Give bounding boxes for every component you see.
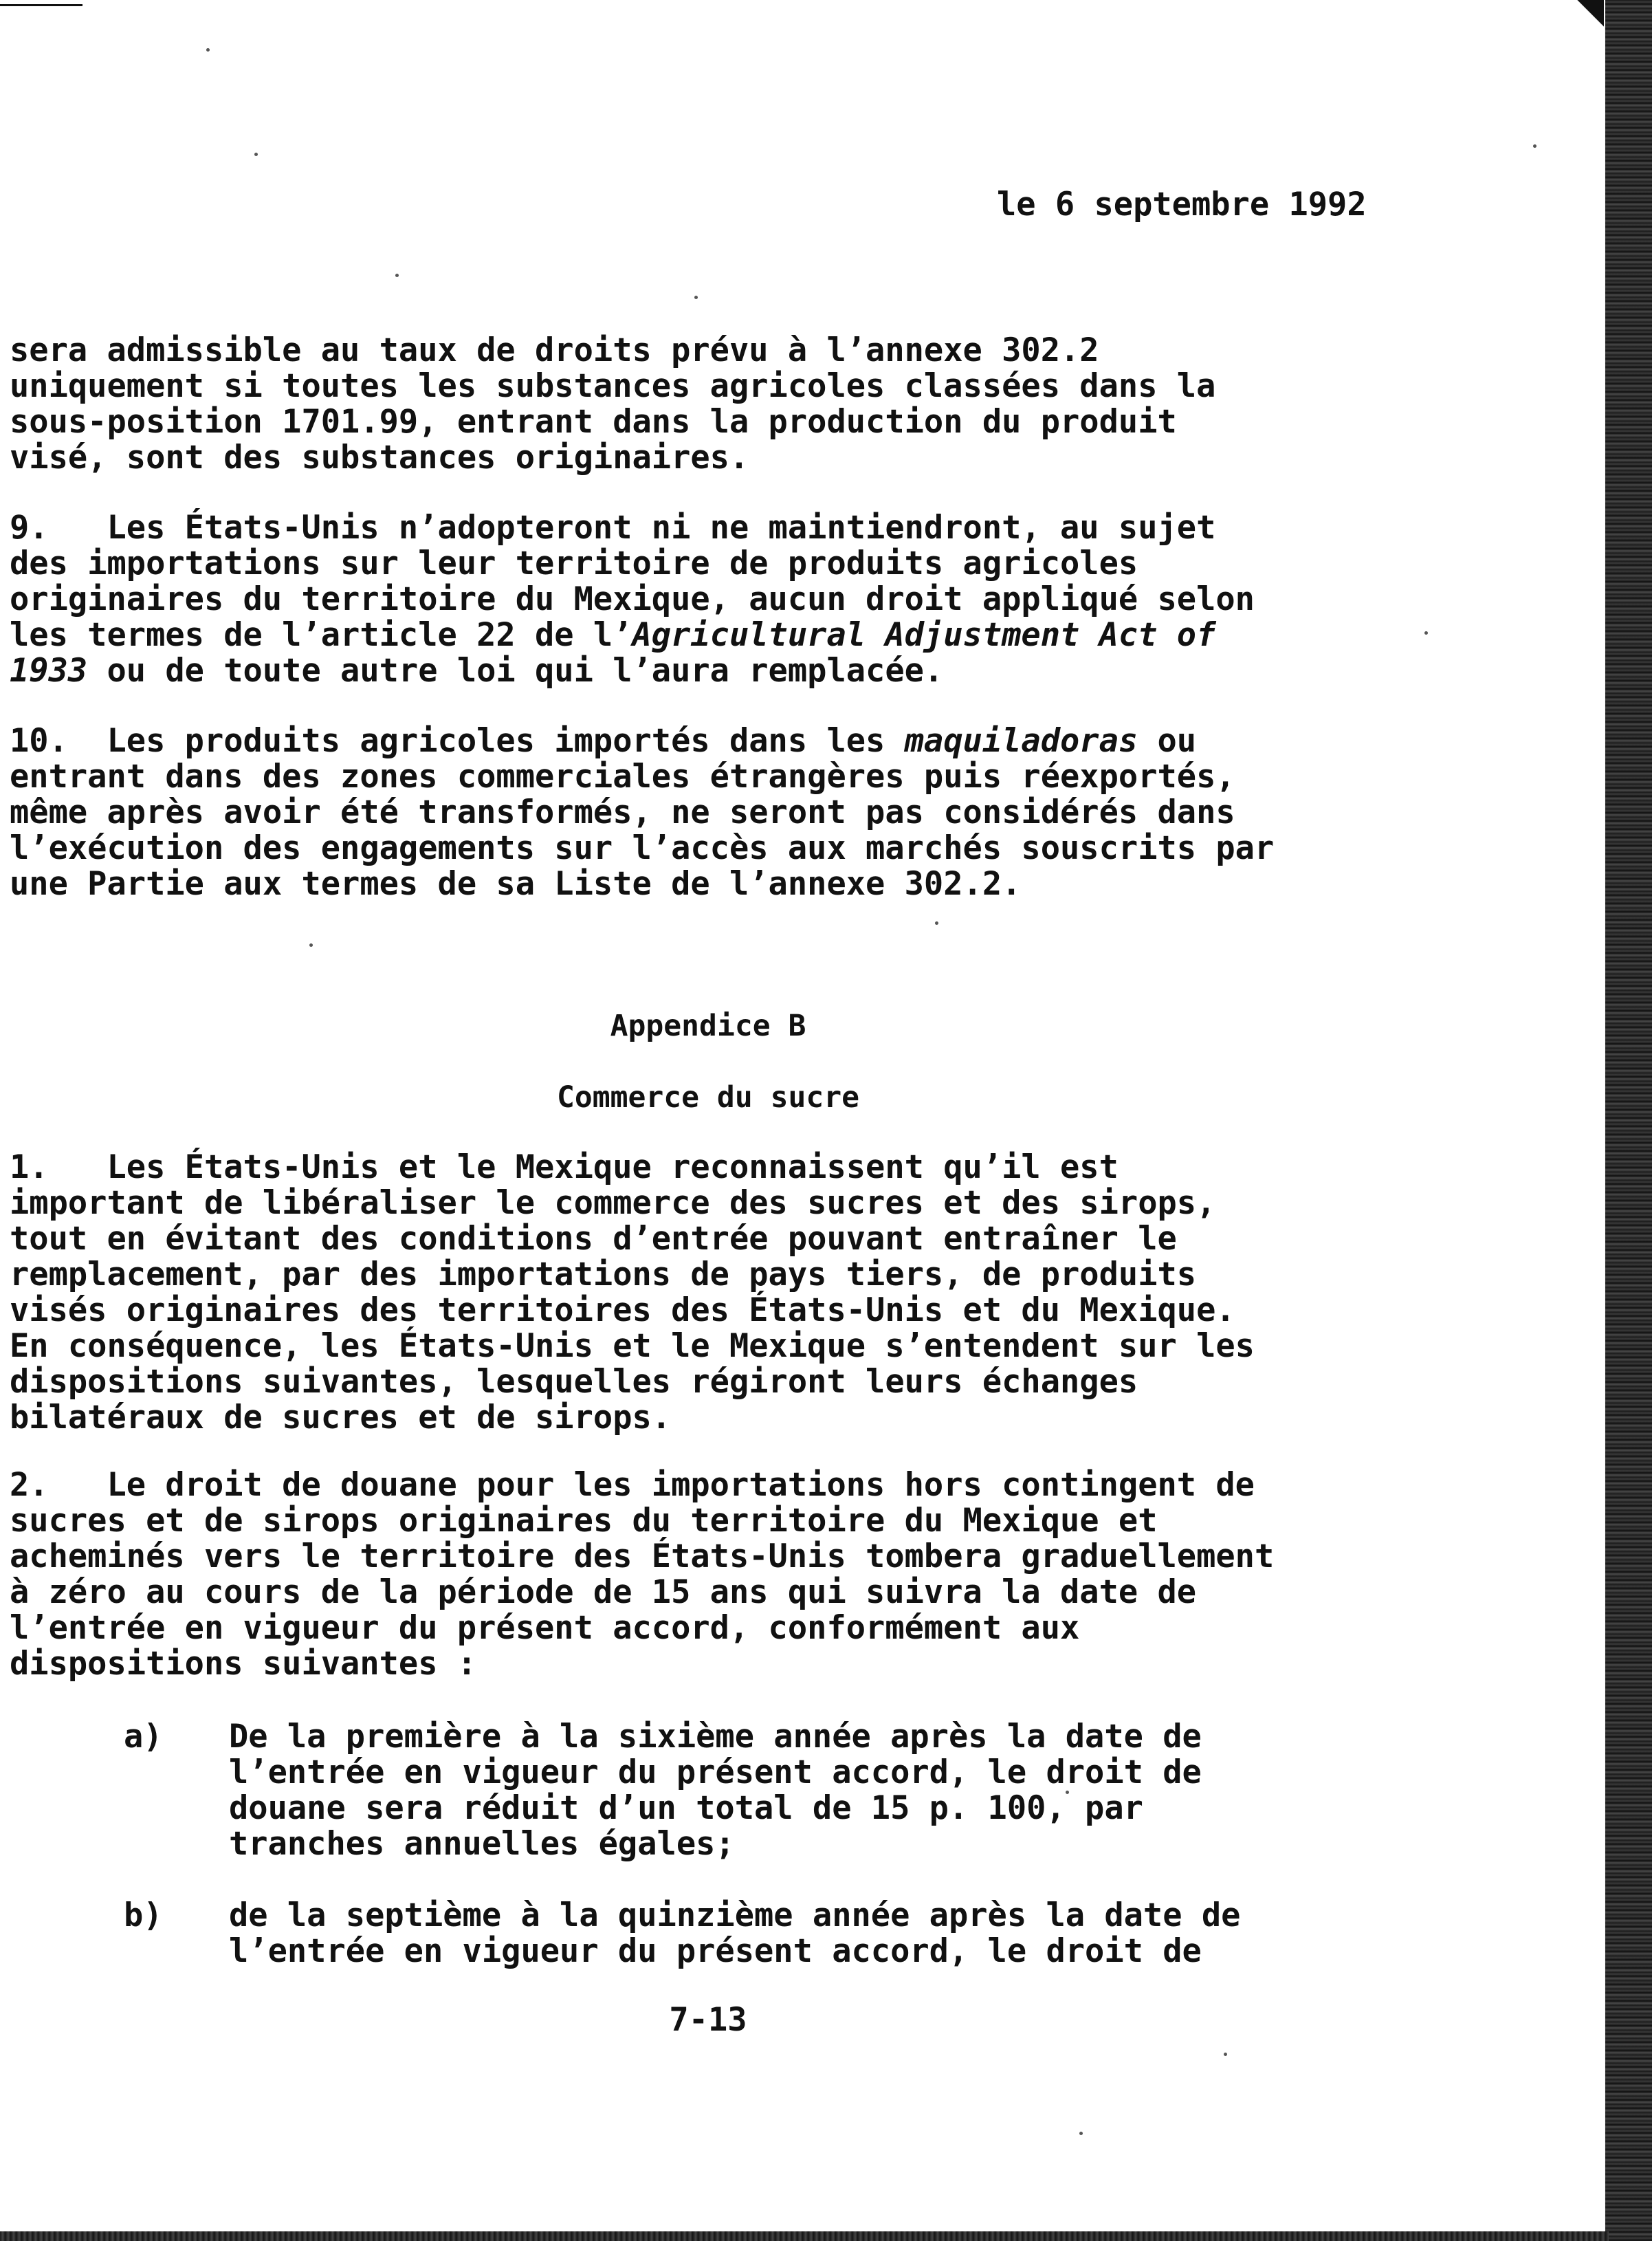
- text-line: originaires du territoire du Mexique, aucun droit appliqué selon: [10, 580, 1255, 618]
- act-title-italic: Agricultural Adjustment Act of: [632, 616, 1216, 654]
- scan-speck: [1533, 144, 1537, 148]
- scan-speck: [395, 274, 399, 277]
- text-line: En conséquence, les États-Unis et le Mexique s’entendent sur les: [10, 1327, 1255, 1365]
- appendix-paragraph-1: [10, 1150, 1255, 1436]
- text-line: l’entrée en vigueur du présent accord, le droit de: [229, 1932, 1202, 1970]
- text-line: important de libéraliser le commerce des sucres et des sirops,: [10, 1184, 1216, 1222]
- text-line: visé, sont des substances originaires.: [10, 439, 749, 477]
- text-line: ou: [1138, 722, 1197, 760]
- text-line: des importations sur leur territoire de produits agricoles: [10, 545, 1138, 582]
- paragraph-10: [10, 723, 1274, 902]
- text-line: 10. Les produits agricoles importés dans les: [10, 722, 905, 760]
- text-line: douane sera réduit d’un total de 15 p. 100, par: [229, 1789, 1143, 1827]
- scan-speck: [1079, 2132, 1083, 2135]
- text-line: bilatéraux de sucres et de sirops.: [10, 1399, 672, 1436]
- text-line: visés originaires des territoires des États-Unis et du Mexique.: [10, 1291, 1235, 1329]
- scan-speck: [935, 921, 938, 925]
- text-line: sucres et de sirops originaires du territoire du Mexique et: [10, 1502, 1158, 1540]
- continuation-paragraph: [10, 333, 1215, 476]
- text-line: 1. Les États-Unis et le Mexique reconnaissent qu’il est: [10, 1148, 1119, 1186]
- scan-speck: [254, 153, 258, 156]
- scan-speck: [206, 48, 210, 52]
- paragraph-9: [10, 510, 1255, 689]
- text-line: sera admissible au taux de droits prévu à l’annexe 302.2: [10, 331, 1099, 369]
- text-line: ou de toute autre loi qui l’aura remplacée.: [87, 652, 944, 690]
- text-line: entrant dans des zones commerciales étrangères puis réexportés,: [10, 758, 1235, 796]
- page-number: 7-13: [669, 2001, 747, 2039]
- text-line: de la septième à la quinzième année après la date de: [229, 1896, 1241, 1934]
- text-line: à zéro au cours de la période de 15 ans qui suivra la date de: [10, 1573, 1197, 1611]
- text-line: De la première à la sixième année après la date de: [229, 1718, 1202, 1756]
- text-line: tranches annuelles égales;: [229, 1825, 735, 1863]
- text-line: l’exécution des engagements sur l’accès aux marchés souscrits par: [10, 829, 1275, 867]
- text-line: dispositions suivantes :: [10, 1645, 477, 1683]
- text-line: sous-position 1701.99, entrant dans la production du produit: [10, 403, 1177, 441]
- scan-speck: [309, 943, 313, 947]
- text-line: l’entrée en vigueur du présent accord, le droit de: [229, 1753, 1202, 1791]
- text-line: une Partie aux termes de sa Liste de l’annexe 302.2.: [10, 865, 1022, 903]
- maquiladoras-italic: maquiladoras: [904, 722, 1138, 760]
- text-line: dispositions suivantes, lesquelles régiront leurs échanges: [10, 1363, 1138, 1401]
- item-a-text: [229, 1719, 1202, 1862]
- text-line: 9. Les États-Unis n’adopteront ni ne maintiendront, au sujet: [10, 509, 1216, 547]
- scan-right-edge: [1605, 0, 1652, 2241]
- item-a-label: a): [124, 1718, 163, 1756]
- text-line: les termes de l’article 22 de l’: [10, 616, 632, 654]
- act-year-italic: 1933: [10, 652, 88, 690]
- scan-bottom-edge: [0, 2231, 1609, 2241]
- appendix-paragraph-2: [10, 1467, 1274, 1682]
- scan-speck: [1424, 631, 1428, 635]
- scan-speck: [1224, 2053, 1227, 2056]
- text-line: l’entrée en vigueur du présent accord, conformément aux: [10, 1609, 1080, 1647]
- scan-speck: [694, 296, 698, 299]
- document-date: le 6 septembre 1992: [997, 186, 1367, 223]
- appendix-subtitle: Commerce du sucre: [556, 1080, 860, 1115]
- text-line: remplacement, par des importations de pays tiers, de produits: [10, 1256, 1197, 1293]
- text-line: 2. Le droit de douane pour les importations hors contingent de: [10, 1466, 1255, 1504]
- text-line: tout en évitant des conditions d’entrée pouvant entraîner le: [10, 1220, 1177, 1258]
- text-line: acheminés vers le territoire des États-Unis tombera graduellement: [10, 1538, 1275, 1575]
- text-line: même après avoir été transformés, ne seront pas considérés dans: [10, 794, 1235, 831]
- item-b-label: b): [124, 1896, 163, 1934]
- scan-top-mark: [0, 4, 82, 6]
- appendix-title: Appendice B: [610, 1009, 806, 1043]
- text-line: uniquement si toutes les substances agricoles classées dans la: [10, 367, 1216, 405]
- item-b-text: [229, 1898, 1240, 1969]
